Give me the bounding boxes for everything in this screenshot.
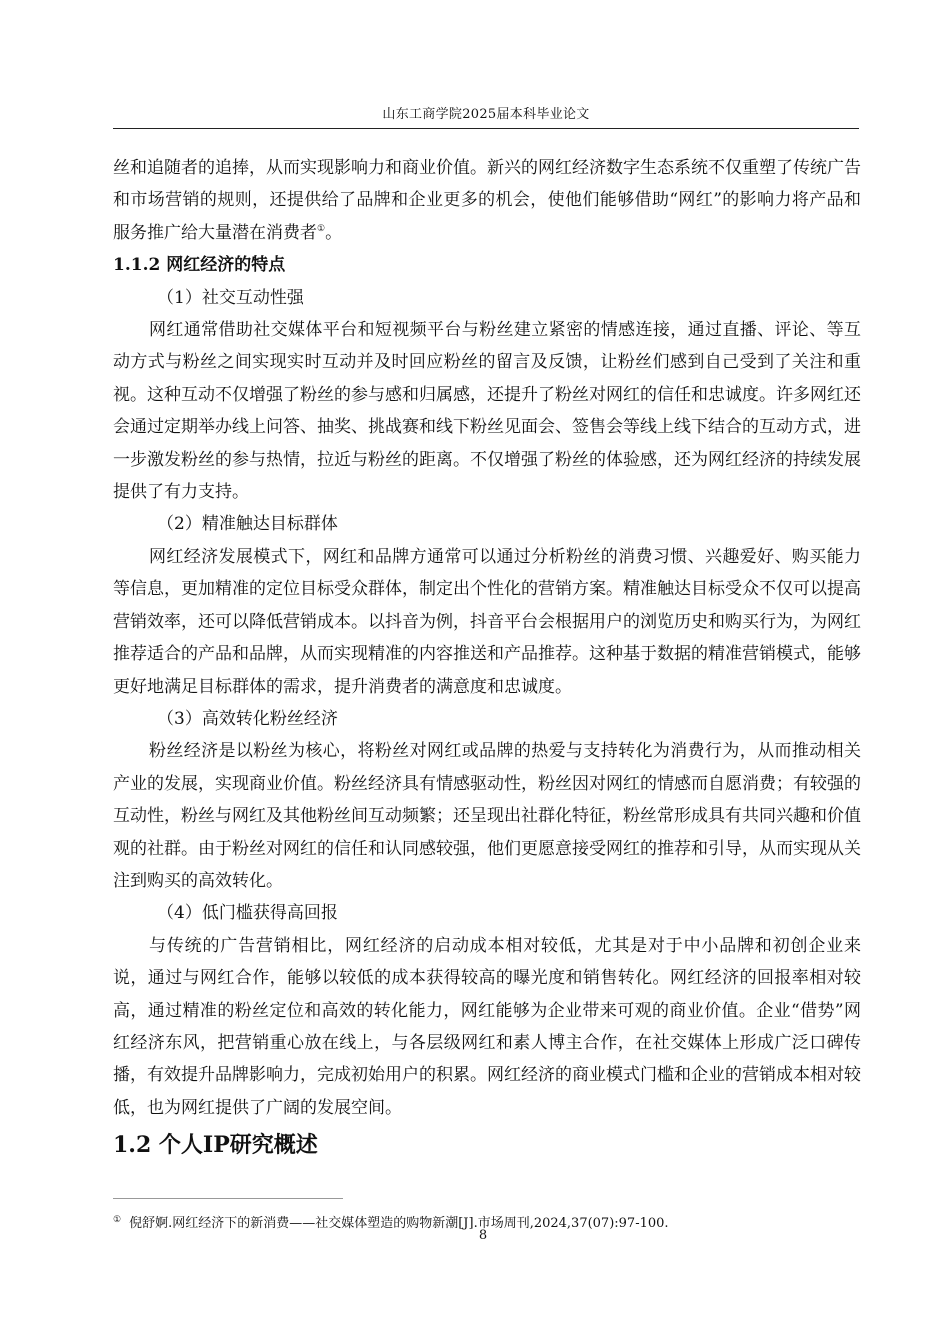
header-rule — [113, 128, 859, 129]
section-heading-1-2: 1.2 个人IP研究概述 — [113, 1132, 318, 1159]
page-number: 8 — [478, 1228, 488, 1243]
item-title-3: （3）高效转化粉丝经济 — [157, 708, 338, 729]
item-title-1: （1）社交互动性强 — [157, 287, 304, 308]
item-paragraph-3: 粉丝经济是以粉丝为核心，将粉丝对网红或品牌的热爱与支持转化为消费行为，从而推动相关产业的发展，实现商业价值。粉丝经济具有情感驱动性，粉丝因对网红的情感而自愿消费；有较强的互动性，粉丝与网红及其他粉丝间互动频繁；还呈现出社群化特征，粉丝常形成具有共同兴趣和价值观的社群。由于粉丝对网红的信任和认同感较强，他们更愿意接受网红的推荐和引导，从而实现从关注到购买的高效转化。 — [113, 741, 861, 891]
item-paragraph-4: 与传统的广告营销相比，网红经济的启动成本相对较低，尤其是对于中小品牌和初创企业来说，通过与网红合作，能够以较低的成本获得较高的曝光度和销售转化。网红经济的回报率相对较高，通过精准的粉丝定位和高效的转化能力，网红能够为企业带来可观的商业价值。企业“借势”网红经济东风，把营销重心放在线上，与各层级网红和素人博主合作，在社交媒体上形成广泛口碑传播，有效提升品牌影响力，完成初始用户的积累。网红经济的商业模式门槛和企业的营销成本相对较低，也为网红提供了广阔的发展空间。 — [113, 935, 861, 1118]
footnote-mark: ① — [113, 1215, 122, 1225]
item-title-2: （2）精准触达目标群体 — [157, 514, 338, 535]
intro-end: 。 — [325, 222, 343, 243]
section-heading-1-1-2: 1.1.2 网红经济的特点 — [113, 255, 286, 276]
running-header: 山东工商学院2025届本科毕业论文 — [382, 107, 590, 122]
footnote-rule — [113, 1198, 343, 1199]
intro-text: 丝和追随者的追捧，从而实现影响力和商业价值。新兴的网红经济数字生态系统不仅重塑了传统广告和市场营销的规则，还提供给了品牌和企业更多的机会，使他们能够借助“网红”的影响力将产品和服务推广给大量潜在消费者 — [113, 158, 861, 243]
footnote-reference[interactable]: ① — [317, 223, 326, 234]
item-title-4: （4）低门槛获得高回报 — [157, 903, 338, 924]
body-text — [113, 152, 861, 1164]
intro-paragraph — [113, 152, 861, 249]
item-paragraph-1: 网红通常借助社交媒体平台和短视频平台与粉丝建立紧密的情感连接，通过直播、评论、等互动方式与粉丝之间实现实时互动并及时回应粉丝的留言及反馈，让粉丝们感到自己受到了关注和重视。这种互动不仅增强了粉丝的参与感和归属感，还提升了粉丝对网红的信任和忠诚度。许多网红还会通过定期举办线上问答、抽奖、挑战赛和线下粉丝见面会、签售会等线上线下结合的互动方式，进一步激发粉丝的参与热情，拉近与粉丝的距离。不仅增强了粉丝的体验感，还为网红经济的持续发展提供了有力支持。 — [113, 320, 861, 503]
footnote-text: 倪舒婀.网红经济下的新消费——社交媒体塑造的购物新潮[J].市场周刊,2024,37(07):97-100. — [129, 1216, 669, 1231]
item-paragraph-2: 网红经济发展模式下，网红和品牌方通常可以通过分析粉丝的消费习惯、兴趣爱好、购买能力等信息，更加精准的定位目标受众群体，制定出个性化的营销方案。精准触达目标受众不仅可以提高营销效率，还可以降低营销成本。以抖音为例，抖音平台会根据用户的浏览历史和购买行为，为网红推荐适合的产品和品牌，从而实现精准的内容推送和产品推荐。这种基于数据的精准营销模式，能够更好地满足目标群体的需求，提升消费者的满意度和忠诚度。 — [113, 546, 861, 697]
